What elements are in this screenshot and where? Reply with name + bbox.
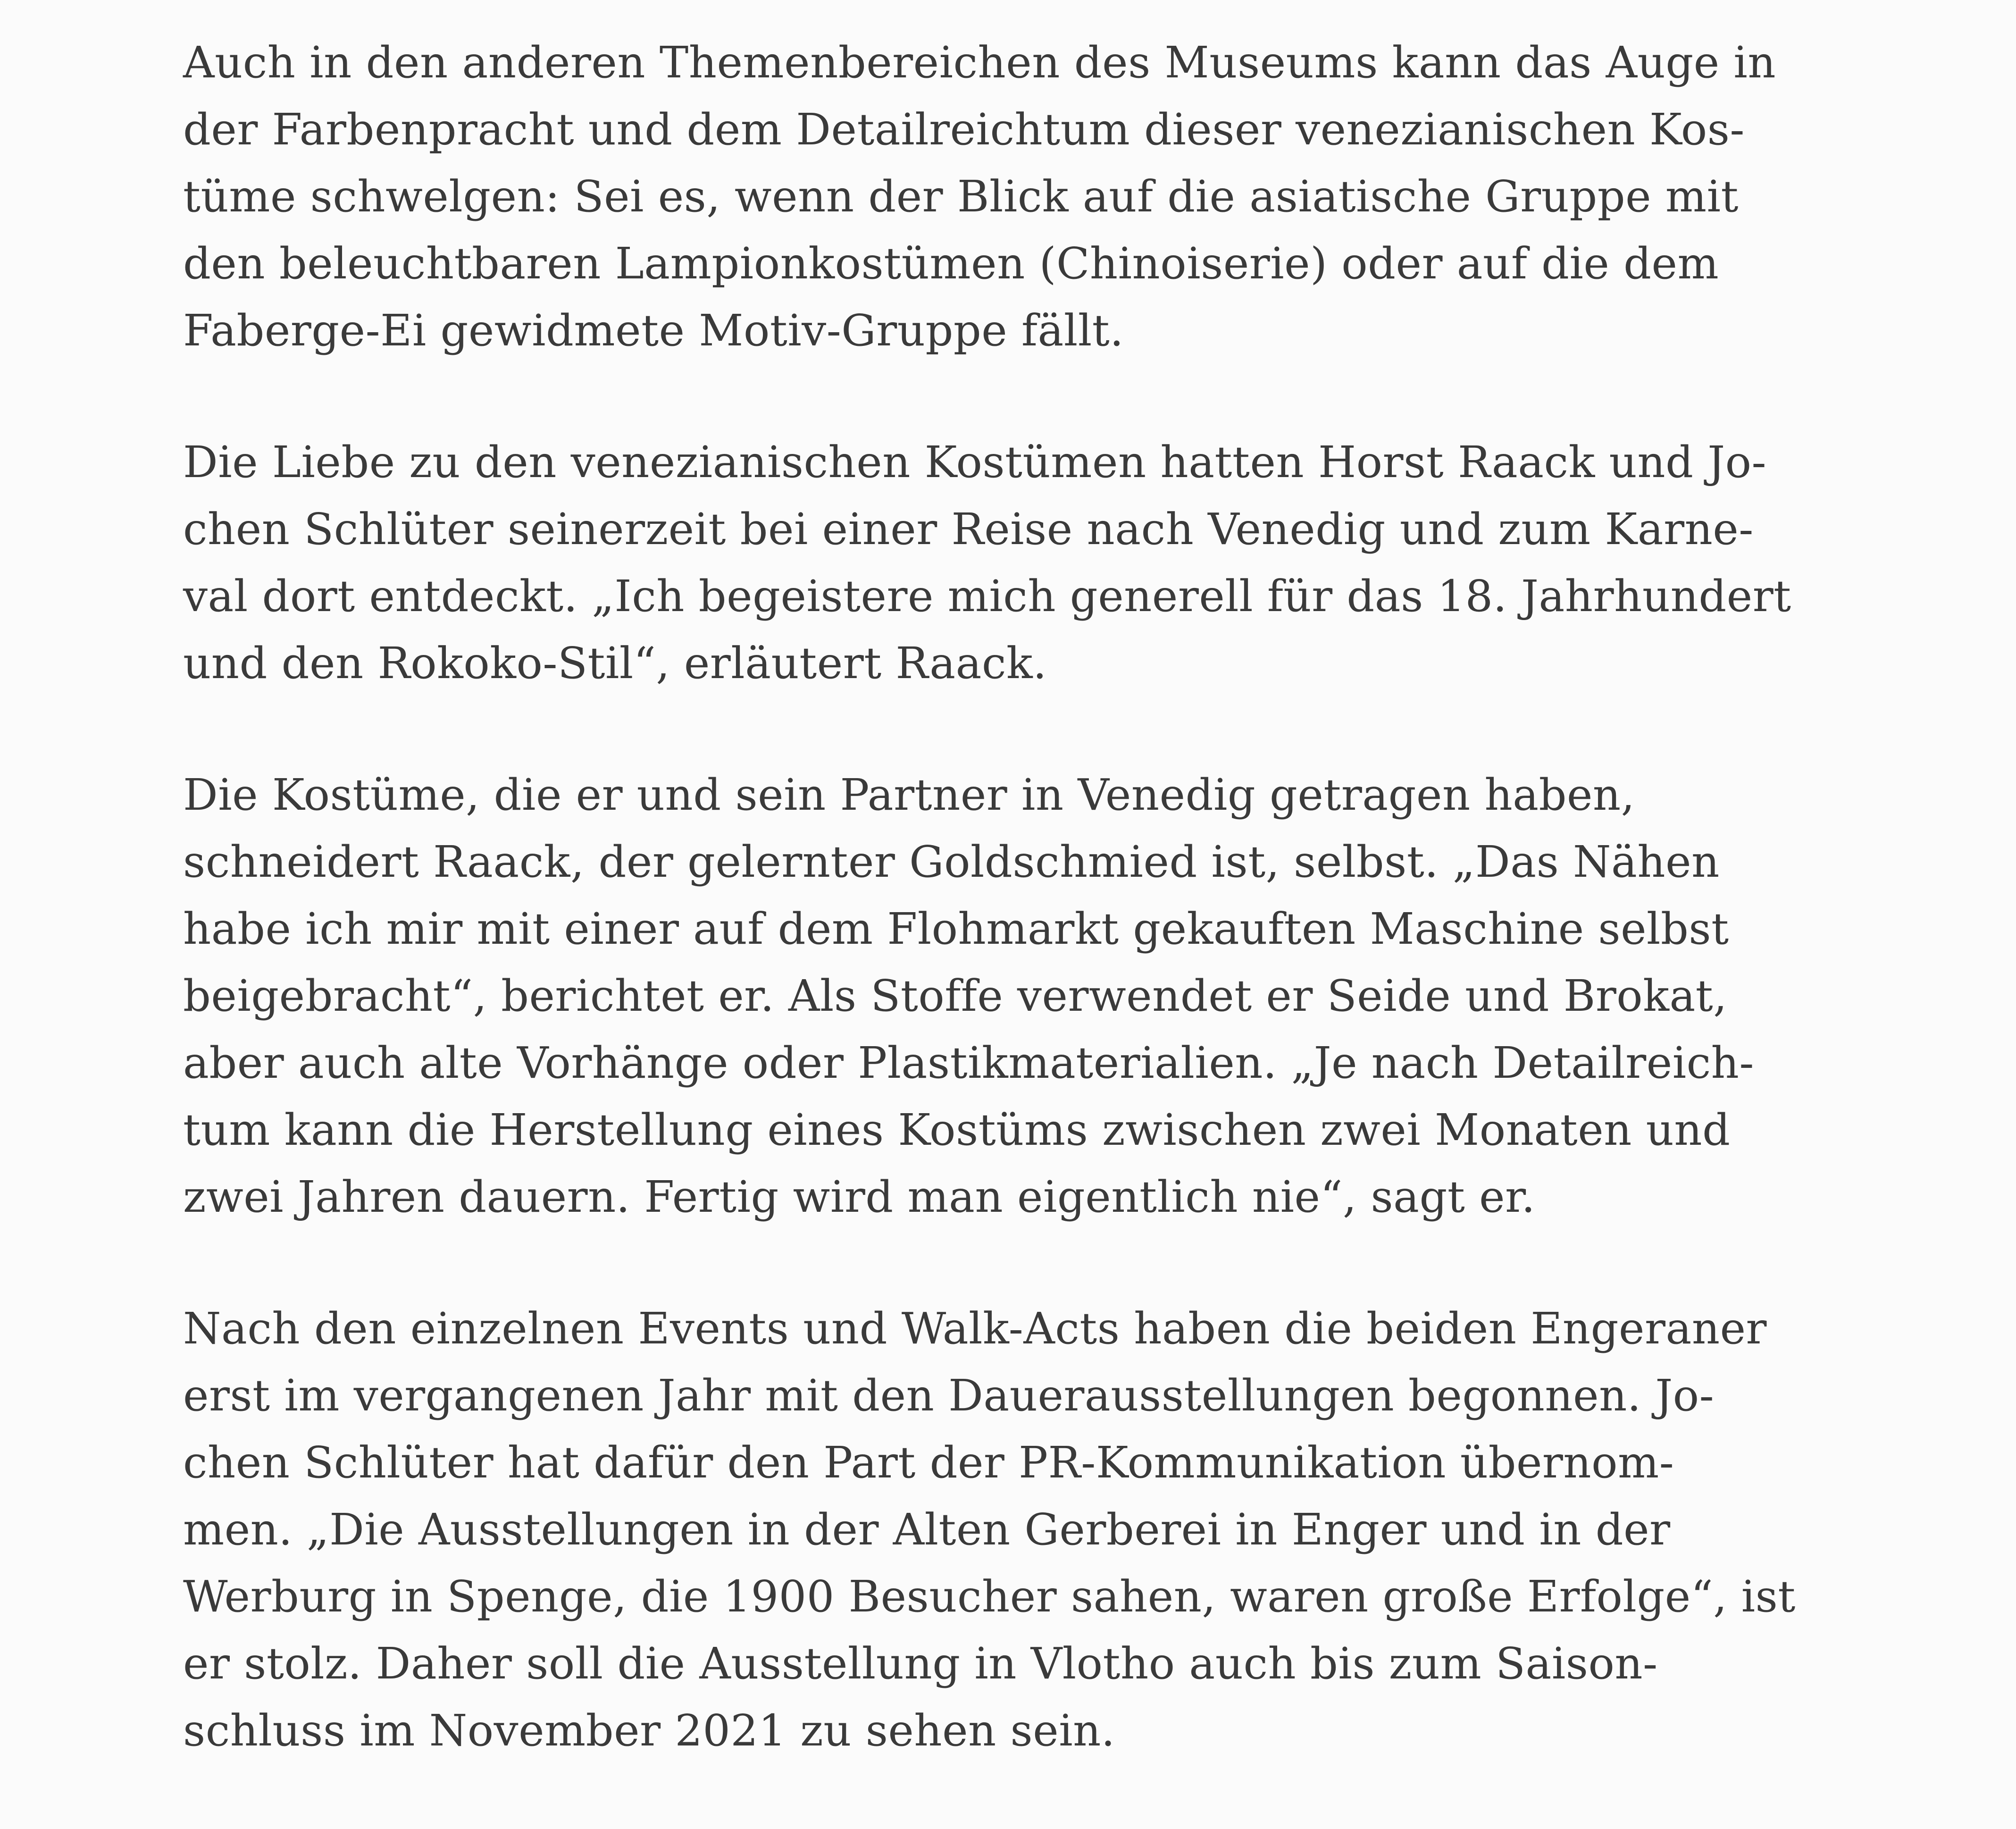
text-line: tum kann die Herstellung eines Kostüms zwischen zwei Monaten und — [183, 1105, 1731, 1155]
text-line: Werburg in Spenge, die 1900 Besucher sahen, waren große Erfolge“, ist — [183, 1571, 1796, 1622]
text-line: der Farbenpracht und dem Detailreichtum dieser venezianischen Kos- — [183, 104, 1745, 155]
text-line: und den Rokoko-Stil“, erläutert Raack. — [183, 638, 1047, 688]
text-line: chen Schlüter hat dafür den Part der PR-Kommunikation übernom- — [183, 1437, 1674, 1488]
text-line: erst im vergangenen Jahr mit den Dauerausstellungen begonnen. Jo- — [183, 1370, 1715, 1421]
text-line: er stolz. Daher soll die Ausstellung in Vlotho auch bis zum Saison- — [183, 1638, 1658, 1689]
paragraph-3 — [183, 762, 1872, 1231]
paragraph-2 — [183, 429, 1872, 697]
text-line: schluss im November 2021 zu sehen sein. — [183, 1705, 1115, 1756]
text-line: beigebracht“, berichtet er. Als Stoffe verwendet er Seide und Brokat, — [183, 971, 1728, 1021]
text-line: Die Liebe zu den venezianischen Kostümen hatten Horst Raack und Jo- — [183, 437, 1767, 487]
paragraph-4 — [183, 1295, 1872, 1764]
text-line: aber auch alte Vorhänge oder Plastikmaterialien. „Je nach Detailreich- — [183, 1038, 1754, 1088]
text-line: val dort entdeckt. „Ich begeistere mich generell für das 18. Jahrhundert — [183, 571, 1791, 621]
text-line: den beleuchtbaren Lampionkostümen (Chinoiserie) oder auf die dem — [183, 238, 1719, 289]
document-page — [183, 29, 1872, 1829]
text-line: Faberge-Ei gewidmete Motiv-Gruppe fällt. — [183, 305, 1124, 356]
text-line: schneidert Raack, der gelernter Goldschmied ist, selbst. „Das Nähen — [183, 837, 1720, 887]
text-line: zwei Jahren dauern. Fertig wird man eigentlich nie“, sagt er. — [183, 1172, 1536, 1222]
text-line: chen Schlüter seinerzeit bei einer Reise nach Venedig und zum Karne- — [183, 504, 1754, 554]
text-line: habe ich mir mit einer auf dem Flohmarkt gekauften Maschine selbst — [183, 904, 1729, 954]
text-line: tüme schwelgen: Sei es, wenn der Blick auf die asiatische Gruppe mit — [183, 171, 1739, 222]
text-line: Auch in den anderen Themenbereichen des Museums kann das Auge in — [183, 37, 1776, 88]
text-line: men. „Die Ausstellungen in der Alten Gerberei in Enger und in der — [183, 1504, 1671, 1555]
text-line: Die Kostüme, die er und sein Partner in Venedig getragen haben, — [183, 770, 1635, 820]
text-line: Nach den einzelnen Events und Walk-Acts haben die beiden Engeraner — [183, 1303, 1767, 1354]
paragraph-1 — [183, 29, 1872, 364]
